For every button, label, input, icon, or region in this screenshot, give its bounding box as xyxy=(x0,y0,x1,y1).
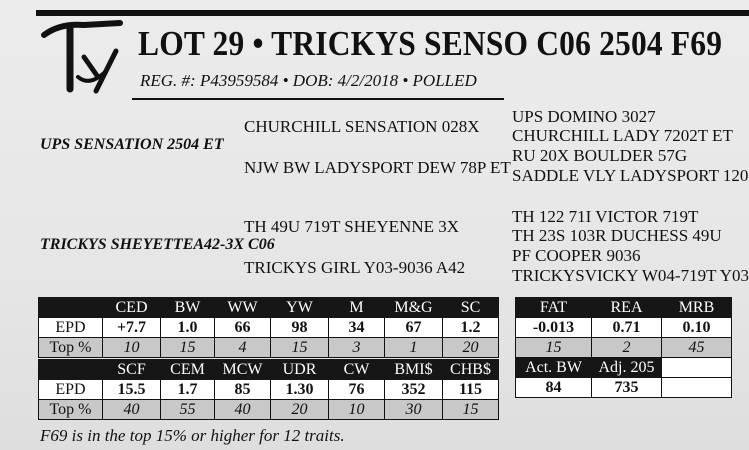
pedigree-dam-sire-dam: TH 23S 103R DUCHESS 49U xyxy=(512,226,722,245)
epd-cell: 1.0 xyxy=(161,318,215,338)
epd-cell: 34 xyxy=(329,318,385,338)
top-cell: 30 xyxy=(385,400,443,420)
epd-cell: 67 xyxy=(385,318,443,338)
epd-cell: 66 xyxy=(215,318,271,338)
header-cell: CED xyxy=(103,298,161,318)
header-cell: MRB xyxy=(662,298,732,318)
header-cell: REA xyxy=(592,298,662,318)
title-rule xyxy=(132,98,504,100)
footnote: F69 is in the top 15% or higher for 12 traits. xyxy=(40,426,345,445)
header-cell: FAT xyxy=(516,298,592,318)
top-cell: 15 xyxy=(271,338,329,358)
pedigree-sire-sire-sire: UPS DOMINO 3027 xyxy=(512,107,656,126)
pedigree-sire-dam-sire: RU 20X BOULDER 57G xyxy=(512,146,688,165)
row-label: Top % xyxy=(39,338,103,358)
tricky-brand-logo xyxy=(40,17,126,95)
epd-cell: -0.013 xyxy=(516,318,592,338)
lot-registration-line: REG. #: P43959584 • DOB: 4/2/2018 • POLLED xyxy=(140,71,477,90)
epd-cell: 98 xyxy=(271,318,329,338)
header-cell: UDR xyxy=(271,360,329,380)
top-cell: 40 xyxy=(215,400,271,420)
top-cell: 45 xyxy=(662,338,732,358)
lot-title: LOT 29 • TRICKYS SENSO C06 2504 F69 xyxy=(138,24,723,63)
pedigree-dam-sire-sire: TH 122 71I VICTOR 719T xyxy=(512,207,699,226)
top-cell: 1 xyxy=(385,338,443,358)
header-bar xyxy=(36,10,749,16)
header-cell: WW xyxy=(215,298,271,318)
header-cell: BW xyxy=(161,298,215,318)
actual-value-row xyxy=(516,378,732,398)
epd-cell: 76 xyxy=(329,380,385,400)
epd-cell: 85 xyxy=(215,380,271,400)
pedigree-sire: UPS SENSATION 2504 ET xyxy=(40,136,224,153)
pedigree-sire-sire: CHURCHILL SENSATION 028X xyxy=(244,117,480,136)
epd-value-row xyxy=(39,380,499,400)
epd-table-growth xyxy=(38,297,499,358)
actual-header-row xyxy=(516,358,732,378)
carcass-top-row xyxy=(516,338,732,358)
epd-cell: 1.2 xyxy=(443,318,499,338)
epd-cell: 1.30 xyxy=(271,380,329,400)
header-cell: MCW xyxy=(215,360,271,380)
header-cell: CEM xyxy=(161,360,215,380)
header-cell xyxy=(39,298,103,318)
empty-cell xyxy=(662,358,732,378)
epd-cell: 352 xyxy=(385,380,443,400)
header-cell: SC xyxy=(443,298,499,318)
header-cell: CHB$ xyxy=(443,360,499,380)
top-cell: 4 xyxy=(215,338,271,358)
epd-header-row xyxy=(39,298,499,318)
epd-value-row xyxy=(39,318,499,338)
header-cell: CW xyxy=(329,360,385,380)
top-cell: 3 xyxy=(329,338,385,358)
top-cell: 10 xyxy=(103,338,161,358)
pedigree-dam-dam-sire: PF COOPER 9036 xyxy=(512,246,641,265)
top-cell: 20 xyxy=(271,400,329,420)
epd-cell: +7.7 xyxy=(103,318,161,338)
actual-cell: 84 xyxy=(516,378,592,398)
epd-table-maternal-index xyxy=(38,359,499,420)
top-cell: 10 xyxy=(329,400,385,420)
epd-cell: 1.7 xyxy=(161,380,215,400)
pedigree-dam-dam: TRICKYS GIRL Y03-9036 A42 xyxy=(244,258,466,277)
epd-cell: 15.5 xyxy=(103,380,161,400)
header-cell: SCF xyxy=(103,360,161,380)
top-cell: 55 xyxy=(161,400,215,420)
top-percent-row xyxy=(39,400,499,420)
carcass-epd-table xyxy=(515,297,732,398)
pedigree-dam-sire: TH 49U 719T SHEYENNE 3X xyxy=(244,217,460,236)
epd-cell: 0.71 xyxy=(592,318,662,338)
top-cell: 20 xyxy=(443,338,499,358)
carcass-value-row xyxy=(516,318,732,338)
top-cell: 2 xyxy=(592,338,662,358)
row-label: EPD xyxy=(39,318,103,338)
header-cell: M&G xyxy=(385,298,443,318)
carcass-header-row xyxy=(516,298,732,318)
epd-header-row xyxy=(39,360,499,380)
pedigree-sire-dam: NJW BW LADYSPORT DEW 78P ET xyxy=(244,158,511,177)
header-cell: M xyxy=(329,298,385,318)
pedigree-dam: TRICKYS SHEYETTEA42-3X C06 xyxy=(40,236,275,253)
pedigree-dam-dam-dam: TRICKYSVICKY W04-719T Y03 xyxy=(512,266,749,285)
top-cell: 15 xyxy=(443,400,499,420)
epd-cell: 0.10 xyxy=(662,318,732,338)
header-cell xyxy=(39,360,103,380)
top-cell: 40 xyxy=(103,400,161,420)
row-label: Top % xyxy=(39,400,103,420)
top-cell: 15 xyxy=(161,338,215,358)
row-label: EPD xyxy=(39,380,103,400)
empty-cell xyxy=(662,378,732,398)
header-cell: YW xyxy=(271,298,329,318)
epd-cell: 115 xyxy=(443,380,499,400)
top-percent-row xyxy=(39,338,499,358)
actual-cell: 735 xyxy=(592,378,662,398)
header-cell: Act. BW xyxy=(516,358,592,378)
top-cell: 15 xyxy=(516,338,592,358)
pedigree-sire-dam-dam: SADDLE VLY LADYSPORT 120 xyxy=(512,166,749,185)
header-cell: Adj. 205 xyxy=(592,358,662,378)
pedigree-sire-sire-dam: CHURCHILL LADY 7202T ET xyxy=(512,126,733,145)
header-cell: BMI$ xyxy=(385,360,443,380)
